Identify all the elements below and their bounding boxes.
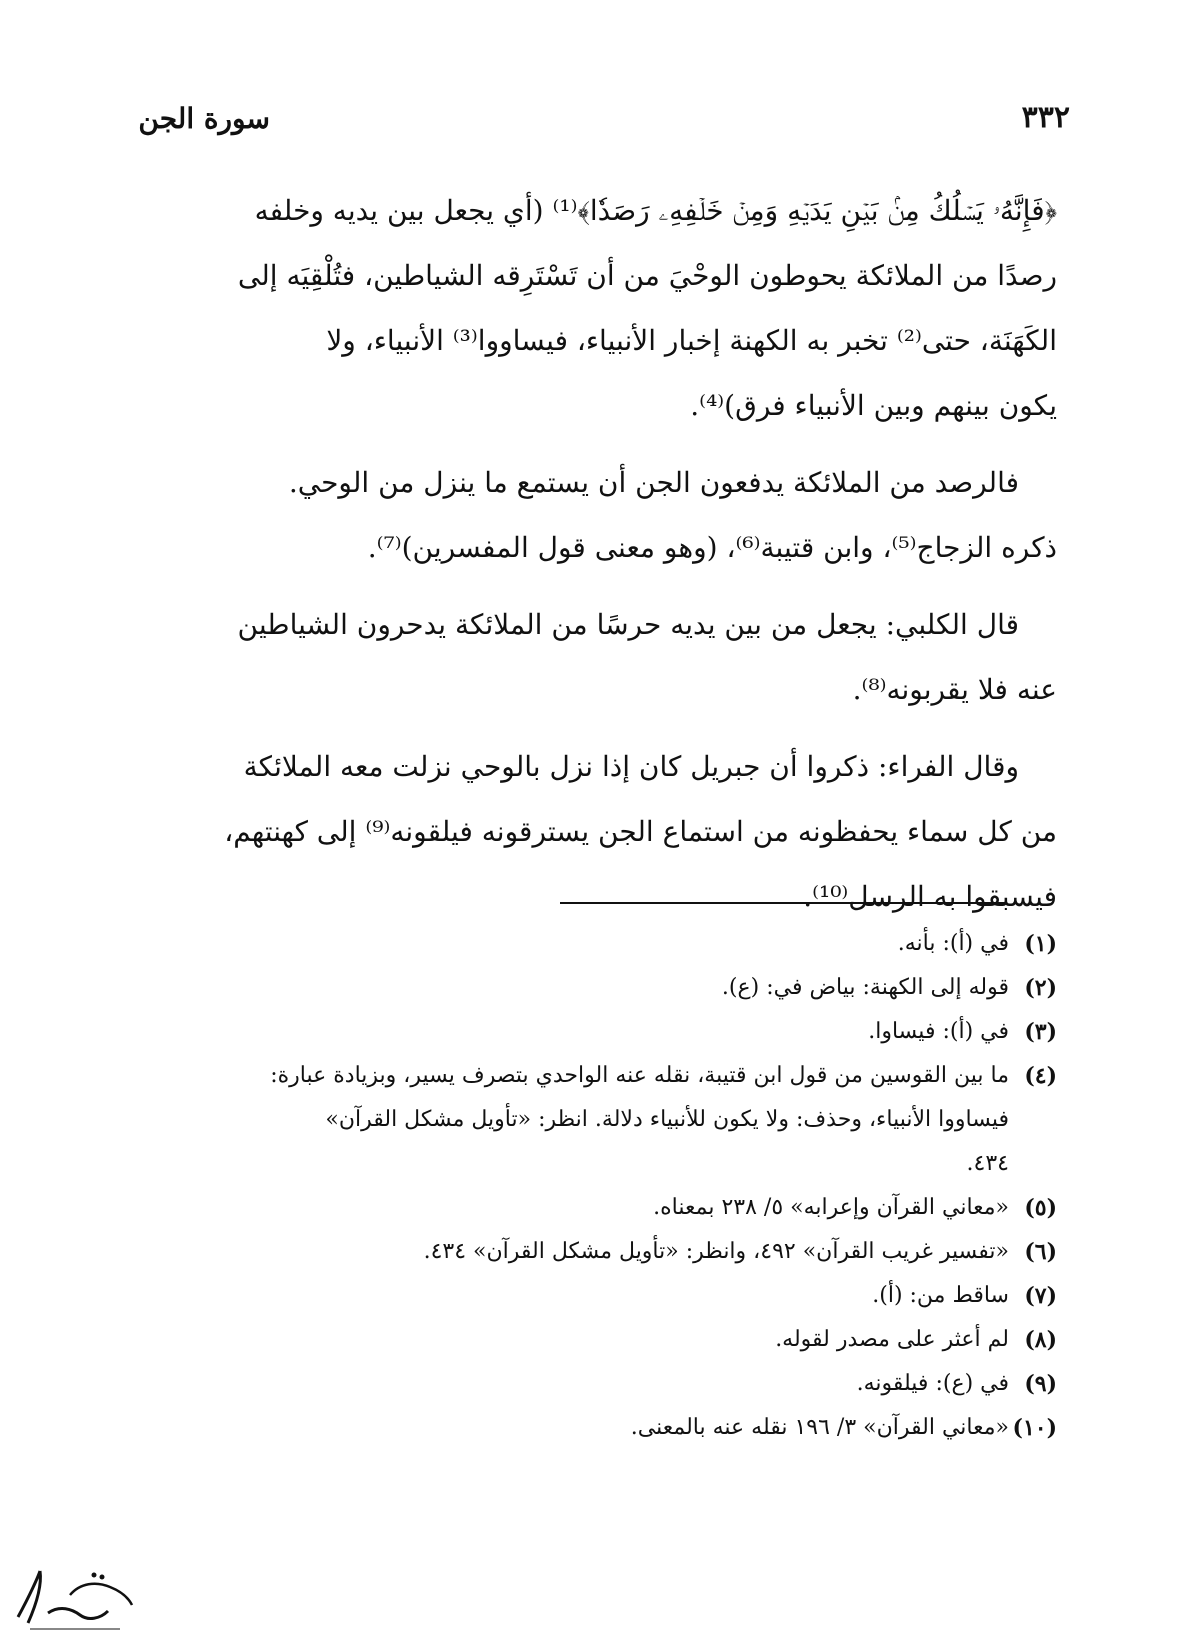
body-text (139, 178, 1057, 941)
footnote-number: (٢) (1024, 975, 1057, 1001)
footnote-number: (٨) (1024, 1327, 1057, 1353)
footnotes (139, 922, 1057, 1450)
calligraphy-logo-icon (10, 1565, 140, 1635)
footnote-7 (139, 1274, 1057, 1318)
footnote-4 (139, 1054, 1057, 1186)
footnote-text: «تفسير غريب القرآن» ٤٩٢، وانظر: «تأويل مشكل القرآن» ٤٣٤. (423, 1239, 1009, 1264)
footnote-text: قوله إلى الكهنة: بياض في: (ع). (721, 975, 1009, 1000)
paragraph-4 (139, 734, 1057, 929)
footnote-number: (٤) (1024, 1063, 1057, 1089)
paragraph-3 (139, 592, 1057, 722)
text-line: قال الكلبي: يجعل من بين يديه حرسًا من الملائكة يدحرون الشياطين (237, 608, 1019, 641)
text-line: من كل سماء يحفظونه من استماع الجن يسترقونه فيلقونه⁽⁹⁾ إلى كهنتهم، (224, 815, 1057, 848)
footnote-2 (139, 966, 1057, 1010)
text-line: ﴿فَإِنَّهُۥ يَسۡلُكُ مِنۢ بَيۡنِ يَدَيۡهِ وَمِنۡ خَلۡفِهِۦ رَصَدٗا﴾⁽¹⁾ (أي يجعل بين يديه وخلفه (254, 194, 1057, 227)
page-number: ٣٣٢ (1021, 100, 1070, 135)
footnote-number: (١٠) (1012, 1415, 1057, 1441)
text-line: ذكره الزجاج⁽⁵⁾، وابن قتيبة⁽⁶⁾، (وهو معنى قول المفسرين)⁽⁷⁾. (367, 531, 1057, 564)
footnote-text: ساقط من: (أ). (872, 1283, 1009, 1308)
footnote-6 (139, 1230, 1057, 1274)
footnote-number: (٧) (1024, 1283, 1057, 1309)
footnote-text: فيساووا الأنبياء، وحذف: ولا يكون للأنبياء دلالة. انظر: «تأويل مشكل القرآن» (325, 1107, 1009, 1132)
footnote-1 (139, 922, 1057, 966)
paragraph-2 (139, 450, 1057, 580)
text-line: يكون بينهم وبين الأنبياء فرق)⁽⁴⁾. (690, 389, 1057, 422)
footnote-number: (٥) (1024, 1195, 1057, 1221)
footnote-8 (139, 1318, 1057, 1362)
footnote-text: لم أعثر على مصدر لقوله. (775, 1327, 1009, 1352)
footnote-number: (٣) (1024, 1019, 1057, 1045)
footnote-text: في (أ): بأنه. (897, 931, 1009, 956)
paragraph-1 (139, 178, 1057, 438)
running-title: سورة الجن (138, 102, 270, 135)
text-line: عنه فلا يقربونه⁽⁸⁾. (852, 673, 1057, 706)
footnote-number: (٩) (1024, 1371, 1057, 1397)
footnote-10 (139, 1406, 1057, 1450)
text-line: فالرصد من الملائكة يدفعون الجن أن يستمع ما ينزل من الوحي. (288, 466, 1019, 499)
footnote-text: في (ع): فيلقونه. (856, 1371, 1009, 1396)
footnote-5 (139, 1186, 1057, 1230)
text-line: رصدًا من الملائكة يحوطون الوحْيَ من أن تَسْتَرِقه الشياطين، فتُلْقِيَه إلى (237, 259, 1057, 292)
footnote-text: ٤٣٤. (966, 1151, 1009, 1176)
footnote-number: (٦) (1024, 1239, 1057, 1265)
footnote-3 (139, 1010, 1057, 1054)
text-line: وقال الفراء: ذكروا أن جبريل كان إذا نزل بالوحي نزلت معه الملائكة (243, 750, 1019, 783)
footnote-text: في (أ): فيساوا. (868, 1019, 1009, 1044)
text-line: فيسبقوا به الرسل⁽¹⁰⁾. (803, 880, 1057, 913)
footnote-text: «معاني القرآن» ٣/ ١٩٦ نقله عنه بالمعنى. (630, 1415, 1009, 1440)
footnote-9 (139, 1362, 1057, 1406)
footnote-number: (١) (1024, 931, 1057, 957)
text-line: الكَهَنَة، حتى⁽²⁾ تخبر به الكهنة إخبار الأنبياء، فيساووا⁽³⁾ الأنبياء، ولا (326, 324, 1057, 357)
footnote-text: «معاني القرآن وإعرابه» ٥/ ٢٣٨ بمعناه. (653, 1195, 1009, 1220)
footnote-text: ما بين القوسين من قول ابن قتيبة، نقله عنه الواحدي بتصرف يسير، وبزيادة عبارة: (270, 1063, 1009, 1088)
footnote-separator (560, 902, 1005, 904)
